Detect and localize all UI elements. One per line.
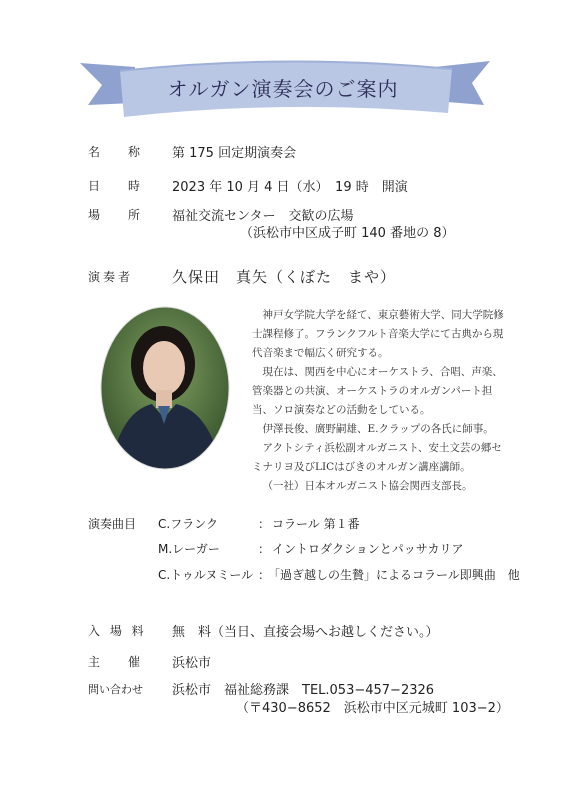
- program-composer: M.レーガー: [158, 542, 220, 556]
- bio-paragraph: 現在は、関西を中心にオーケストラ、合唱、声楽、管楽器との共演、オーケストラのオルガンパート担当、ソロ演奏などの活動をしている。: [252, 366, 503, 416]
- place-label: 場 所: [88, 208, 149, 222]
- place-value: 福祉交流センター 交歓の広場: [172, 209, 354, 224]
- date-value: 2023 年 10 月 4 日（水） 19 時 開演: [172, 180, 408, 195]
- performer-bio: [252, 306, 512, 496]
- bio-paragraph: （一社）日本オルガニスト協会関西支部長。: [262, 480, 473, 492]
- program-label: 演奏曲目: [88, 517, 137, 531]
- organizer-value: 浜松市: [172, 656, 212, 671]
- program-separator: ：: [258, 517, 271, 531]
- contact-value: 浜松市 福祉総務課 TEL.053−457−2326: [172, 683, 435, 698]
- bio-paragraph: 伊澤長俊、廣野嗣雄、E.クラップの各氏に師事。: [262, 423, 494, 435]
- bio-paragraph: アクトシティ浜松副オルガニスト、安土文芸の郷セミナリヨ及びLICはびきのオルガン講座講師。: [252, 442, 502, 473]
- performer-name: 久保田 真矢（くぼた まや）: [172, 268, 397, 286]
- performer-label: 演奏者: [88, 270, 134, 284]
- contact-label: 問い合わせ: [88, 683, 143, 696]
- program-composer: C.フランク: [158, 517, 218, 531]
- date-label: 日 時: [88, 179, 149, 193]
- name-value: 第 175 回定期演奏会: [172, 146, 297, 161]
- program-work: 「過ぎ越しの生贄」によるコラール即興曲 他: [268, 568, 520, 582]
- performer-portrait: [100, 306, 230, 470]
- name-label: 名 称: [88, 145, 149, 159]
- program-composer: C.トゥルヌミール: [158, 568, 254, 582]
- contact-address: （〒430−8652 浜松市中区元城町 103−2）: [236, 701, 509, 716]
- bio-paragraph: 神戸女学院大学を経て、東京藝術大学、同大学院修士課程修了。フランクフルト音楽大学にて古典から現代音楽まで幅広く研究する。: [252, 309, 504, 359]
- organizer-label: 主 催: [88, 655, 149, 669]
- program-separator: ：: [258, 568, 271, 582]
- place-address: （浜松市中区成子町 140 番地の 8）: [240, 226, 455, 241]
- program-work: コラール 第１番: [272, 517, 360, 531]
- admission-label: 入 場 料: [88, 624, 147, 638]
- admission-value: 無 料（当日、直接会場へお越しください。）: [172, 625, 439, 640]
- page-title: オルガン演奏会のご案内: [167, 77, 399, 101]
- program-work: イントロダクションとパッサカリア: [272, 542, 464, 556]
- program-separator: ：: [258, 542, 271, 556]
